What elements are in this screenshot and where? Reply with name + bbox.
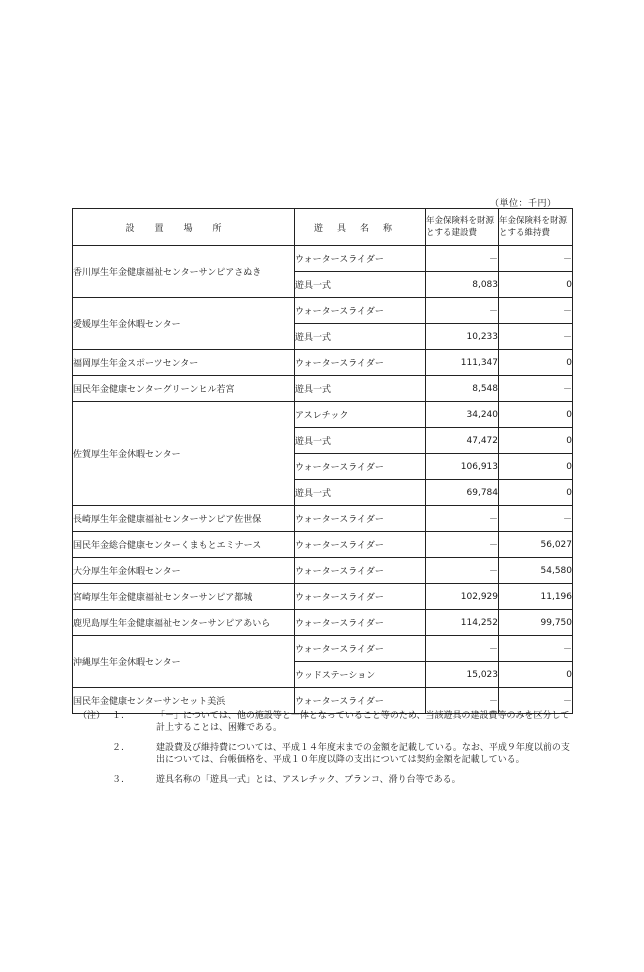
construction-cost-cell: 102,929	[426, 584, 499, 610]
location-cell: 佐賀厚生年金休暇センター	[73, 402, 295, 506]
equipment-cell: 遊具一式	[295, 480, 426, 506]
equipment-cell: ウォータースライダー	[295, 350, 426, 376]
header-maintenance-cost: 年金保険料を財源とする維持費	[499, 209, 573, 246]
table-body	[73, 246, 573, 714]
construction-cost-cell: －	[426, 246, 499, 272]
construction-cost-cell: －	[426, 506, 499, 532]
note-number: ２.	[112, 743, 124, 753]
notes-section	[78, 710, 578, 794]
notes-lead: （注）	[78, 711, 106, 721]
note-text: 遊具名称の「遊具一式」とは、アスレチック、ブランコ、滑り台等である。	[156, 775, 461, 785]
location-cell: 宮崎厚生年金健康福祉センターサンピア都城	[73, 584, 295, 610]
location-cell: 愛媛厚生年金休暇センター	[73, 298, 295, 350]
unit-label: （単位：千円）	[490, 199, 557, 209]
note-item	[78, 774, 578, 786]
table-row	[73, 376, 573, 402]
maintenance-cost-cell: －	[499, 298, 573, 324]
table-row	[73, 532, 573, 558]
table-row	[73, 584, 573, 610]
note-text: 「－」については、他の施設等と一体となっていること等のため、当該遊具の建設費等のみを区分して計上することは、困難である。	[156, 711, 570, 733]
equipment-cell: ウォータースライダー	[295, 454, 426, 480]
note-text: 建設費及び維持費については、平成１４年度末までの金額を記載している。なお、平成９年度以前の支出については、台帳価格を、平成１０年度以降の支出については契約金額を記載している。	[156, 743, 570, 765]
construction-cost-cell: 106,913	[426, 454, 499, 480]
note-number: ３.	[112, 775, 124, 785]
table-row	[73, 350, 573, 376]
equipment-cell: アスレチック	[295, 402, 426, 428]
construction-cost-cell: 69,784	[426, 480, 499, 506]
location-cell: 鹿児島厚生年金健康福祉センターサンピアあいら	[73, 610, 295, 636]
equipment-cell: ウォータースライダー	[295, 246, 426, 272]
location-cell: 国民年金健康センターサンセット美浜	[73, 688, 295, 714]
table-row	[73, 506, 573, 532]
equipment-cell: ウォータースライダー	[295, 506, 426, 532]
table-row	[73, 610, 573, 636]
construction-cost-cell: 114,252	[426, 610, 499, 636]
header-equipment: 遊具名称	[295, 209, 426, 246]
equipment-cell: ウォータースライダー	[295, 584, 426, 610]
maintenance-cost-cell: 0	[499, 350, 573, 376]
table-row	[73, 558, 573, 584]
maintenance-cost-cell: 11,196	[499, 584, 573, 610]
note-item	[78, 710, 578, 734]
construction-cost-cell: －	[426, 532, 499, 558]
header-construction-cost: 年金保険料を財源とする建設費	[426, 209, 499, 246]
equipment-cost-table	[72, 208, 573, 714]
construction-cost-cell: －	[426, 688, 499, 714]
equipment-cell: ウォータースライダー	[295, 688, 426, 714]
equipment-cell: ウォータースライダー	[295, 532, 426, 558]
maintenance-cost-cell: 0	[499, 272, 573, 298]
equipment-cell: ウォータースライダー	[295, 636, 426, 662]
construction-cost-cell: 47,472	[426, 428, 499, 454]
maintenance-cost-cell: －	[499, 688, 573, 714]
table-row	[73, 402, 573, 428]
construction-cost-cell: －	[426, 298, 499, 324]
location-cell: 福岡厚生年金スポーツセンター	[73, 350, 295, 376]
note-number: １.	[112, 711, 124, 721]
table-row	[73, 636, 573, 662]
maintenance-cost-cell: －	[499, 506, 573, 532]
construction-cost-cell: －	[426, 636, 499, 662]
equipment-cell: 遊具一式	[295, 324, 426, 350]
location-cell: 長崎厚生年金健康福祉センターサンピア佐世保	[73, 506, 295, 532]
construction-cost-cell: 15,023	[426, 662, 499, 688]
table-header-row	[73, 209, 573, 246]
maintenance-cost-cell: 54,580	[499, 558, 573, 584]
maintenance-cost-cell: 0	[499, 402, 573, 428]
maintenance-cost-cell: 0	[499, 480, 573, 506]
construction-cost-cell: 34,240	[426, 402, 499, 428]
construction-cost-cell: 111,347	[426, 350, 499, 376]
location-cell: 大分厚生年金休暇センター	[73, 558, 295, 584]
location-cell: 国民年金健康センターグリーンヒル若宮	[73, 376, 295, 402]
maintenance-cost-cell: 0	[499, 662, 573, 688]
location-cell: 香川厚生年金健康福祉センターサンピアさぬき	[73, 246, 295, 298]
equipment-cell: ウォータースライダー	[295, 298, 426, 324]
maintenance-cost-cell: 0	[499, 428, 573, 454]
location-cell: 国民年金総合健康センターくまもとエミナース	[73, 532, 295, 558]
equipment-cell: ウォータースライダー	[295, 558, 426, 584]
maintenance-cost-cell: －	[499, 376, 573, 402]
maintenance-cost-cell: 56,027	[499, 532, 573, 558]
equipment-cell: 遊具一式	[295, 428, 426, 454]
maintenance-cost-cell: 99,750	[499, 610, 573, 636]
maintenance-cost-cell: 0	[499, 454, 573, 480]
table-row	[73, 246, 573, 272]
construction-cost-cell: 8,083	[426, 272, 499, 298]
maintenance-cost-cell: －	[499, 246, 573, 272]
note-item	[78, 742, 578, 766]
equipment-cell: 遊具一式	[295, 272, 426, 298]
equipment-cell: ウッドステーション	[295, 662, 426, 688]
maintenance-cost-cell: －	[499, 636, 573, 662]
construction-cost-cell: 10,233	[426, 324, 499, 350]
equipment-cell: 遊具一式	[295, 376, 426, 402]
construction-cost-cell: －	[426, 558, 499, 584]
construction-cost-cell: 8,548	[426, 376, 499, 402]
equipment-cell: ウォータースライダー	[295, 610, 426, 636]
table-row	[73, 298, 573, 324]
header-location: 設置場所	[73, 209, 295, 246]
maintenance-cost-cell: －	[499, 324, 573, 350]
location-cell: 沖縄厚生年金休暇センター	[73, 636, 295, 688]
